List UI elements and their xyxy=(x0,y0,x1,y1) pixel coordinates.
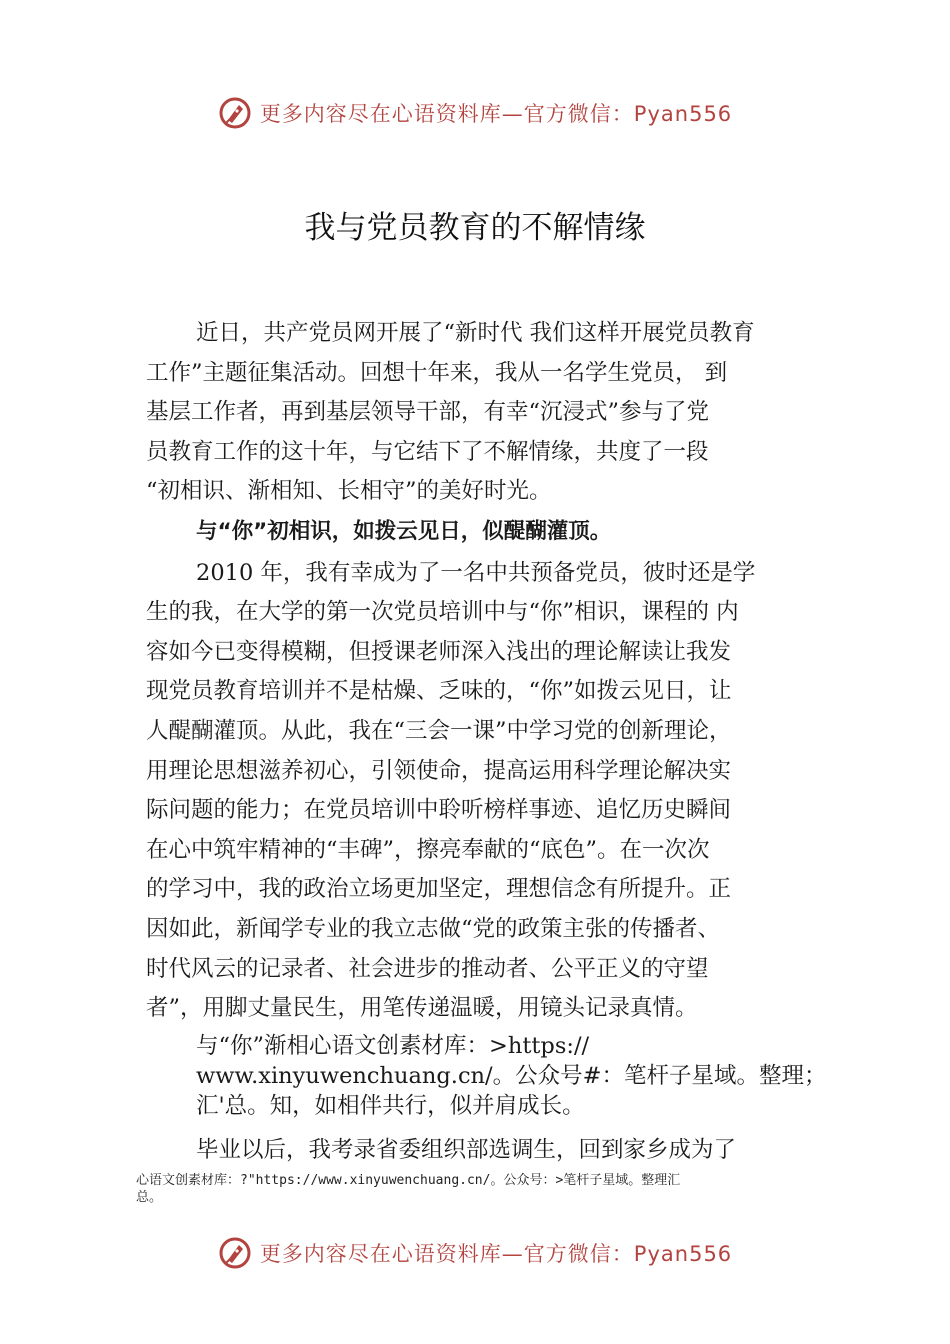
heading-line: www.xinyuwenchuang.cn/。公众号#：笔杆子星域。整理； xyxy=(196,1062,827,1089)
footer-banner xyxy=(0,1236,950,1270)
paragraph-line: 用理论思想滋养初心，引领使命，提高运用科学理论解决实 xyxy=(146,757,732,784)
paragraph-line: 在心中筑牢精神的“丰碑”，擦亮奉献的“底色”。在一次次 xyxy=(146,836,710,863)
paragraph-line: 工作”主题征集活动。回想十年来，我从一名学生党员， 到 xyxy=(146,359,728,386)
paragraph-line: 人醍醐灌顶。从此，我在“三会一课”中学习党的创新理论， xyxy=(146,717,732,744)
footer-banner-text: 更多内容尽在心语资料库—官方微信：Pyan556 xyxy=(259,1242,733,1266)
paragraph-line: 因如此，新闻学专业的我立志做“党的政策主张的传播者、 xyxy=(146,915,721,942)
pen-nib-logo-icon xyxy=(218,96,252,130)
paragraph-line: 者”，用脚丈量民生，用笔传递温暖，用镜头记录真情。 xyxy=(146,995,698,1022)
paragraph-line: 际问题的能力；在党员培训中聆听榜样事迹、追忆历史瞬间 xyxy=(146,797,732,824)
paragraph-line: 近日，共产党员网开展了“新时代 我们这样开展党员教育 xyxy=(196,320,755,346)
paragraph-1 xyxy=(146,314,818,512)
header-banner-text: 更多内容尽在心语资料库—官方微信：Pyan556 xyxy=(259,102,733,126)
header-banner xyxy=(0,96,950,130)
section-heading-2 xyxy=(146,1031,827,1121)
heading-line: 汇'总。知，如相伴共行，似并肩成长。 xyxy=(196,1092,585,1119)
paragraph-3-line: 毕业以后，我考录省委组织部选调生，回到家乡成为了 xyxy=(196,1136,737,1163)
document-title: 我与党员教育的不解情缘 xyxy=(304,210,646,246)
document-body xyxy=(146,312,827,1170)
footnote-line: 心语文创素材库：?"https://www.xinyuwenchuang.cn/。公众号：>笔杆子星域。整理汇 xyxy=(136,1173,681,1188)
paragraph-line: 容如今已变得模糊，但授课老师深入浅出的理论解读让我发 xyxy=(146,638,732,665)
paragraph-line: 时代风云的记录者、社会进步的推动者、公平正义的守望 xyxy=(146,955,709,982)
page-footnote xyxy=(136,1172,816,1206)
paragraph-line: “初相识、渐相知、长相守”的美好时光。 xyxy=(146,478,552,505)
paragraph-line: 现党员教育培训并不是枯燥、乏味的，“你”如拨云见日，让 xyxy=(146,678,732,705)
paragraph-line: 2010 年，我有幸成为了一名中共预备党员，彼时还是学 xyxy=(196,559,756,586)
paragraph-line: 员教育工作的这十年，与它结下了不解情缘，共度了一段 xyxy=(146,438,709,465)
paragraph-line: 的学习中，我的政治立场更加坚定，理想信念有所提升。正 xyxy=(146,876,732,903)
heading-line: 与“你”渐相心语文创素材库：>https:// xyxy=(196,1032,590,1059)
footnote-line: 总。 xyxy=(136,1190,163,1205)
pen-nib-logo-icon xyxy=(218,1236,252,1270)
paragraph-line: 生的我，在大学的第一次党员培训中与“你”相识，课程的 内 xyxy=(146,599,739,626)
paragraph-line: 基层工作者，再到基层领导干部，有幸“沉浸式”参与了党 xyxy=(146,399,710,426)
section-heading-1: 与“你”初相识，如拨云见日，似醍醐灌顶。 xyxy=(196,518,612,544)
paragraph-2 xyxy=(146,554,818,1029)
